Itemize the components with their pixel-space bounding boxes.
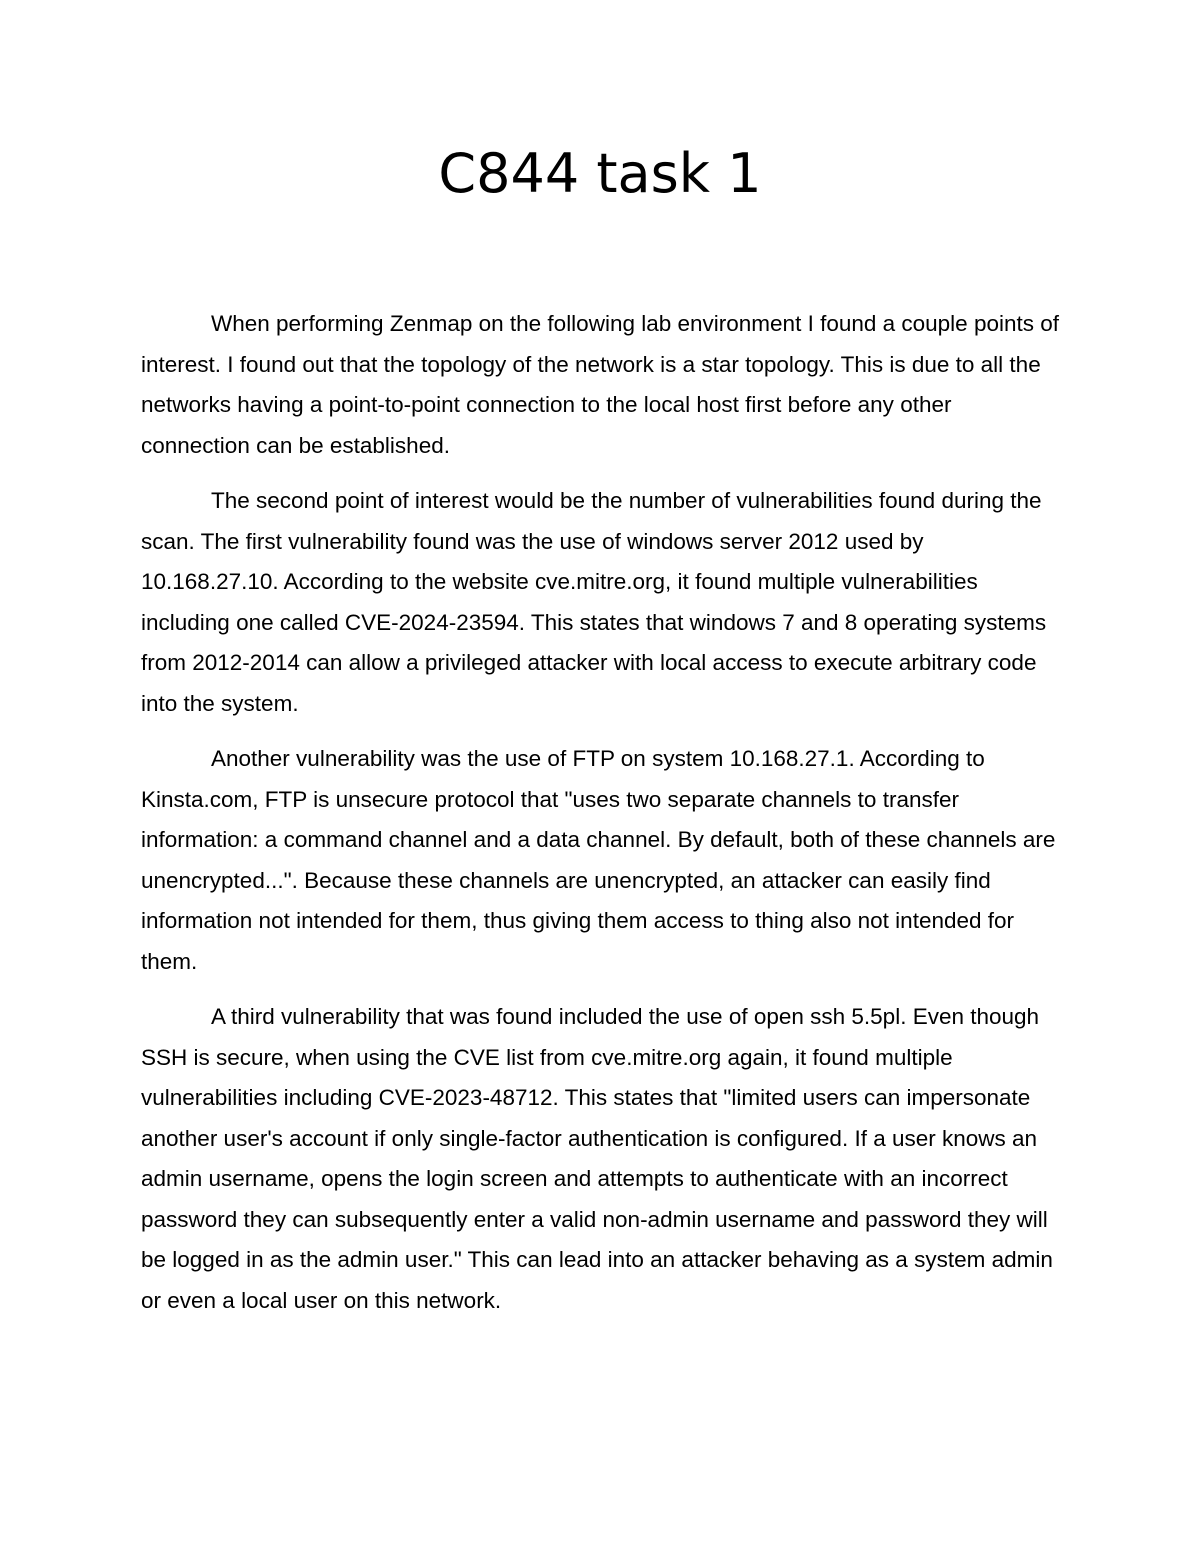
document-title: C844 task 1 [438,142,762,205]
paragraph-windows-server-vulnerability: The second point of interest would be the number of vulnerabilities found during the scan. The first vulnerability found was the use of windows server 2012 used by 10.168.27.10. According to the website cve.mitre.org, it found multiple vulnerabilities including one called CVE-2024-23594. This states that windows 7 and 8 operating systems from 2012-2014 can allow a privileged attacker with local access to execute arbitrary code into the system. [141,488,1047,716]
paragraph-ftp-vulnerability: Another vulnerability was the use of FTP on system 10.168.27.1. According to Kinsta.com, FTP is unsecure protocol that "uses two separate channels to transfer information: a command channel and a data channel. By default, both of these channels are unencrypted...". Because these channels are unencrypted, an attacker can easily find information not intended for them, thus giving them access to thing also not intended for them. [141,746,1056,974]
document-body [141,304,1061,1336]
paragraph-topology: When performing Zenmap on the following lab environment I found a couple points of interest. I found out that the topology of the network is a star topology. This is due to all the networks having a point-to-point connection to the local host first before any other connection can be established. [141,311,1060,458]
paragraph-ssh-vulnerability: A third vulnerability that was found included the use of open ssh 5.5pl. Even though SSH is secure, when using the CVE list from cve.mitre.org again, it found multiple vulnerabilities including CVE-2023-48712. This states that "limited users can impersonate another user's account if only single-factor authentication is configured. If a user knows an admin username, opens the login screen and attempts to authenticate with an incorrect password they can subsequently enter a valid non-admin username and password they will be logged in as the admin user." This can lead into an attacker behaving as a system admin or even a local user on this network. [141,1004,1053,1313]
